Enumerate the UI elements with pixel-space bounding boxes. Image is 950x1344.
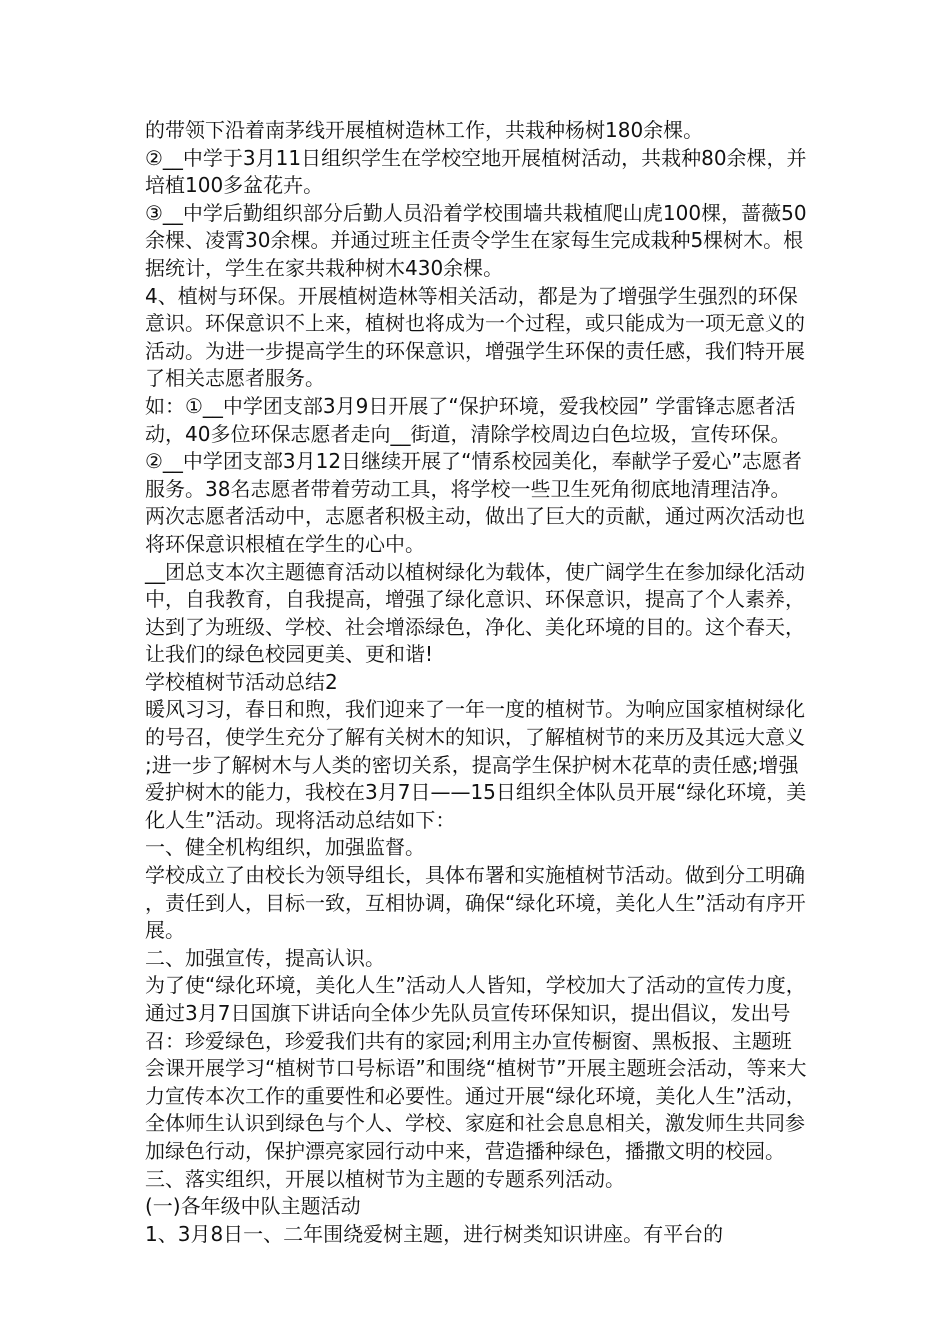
paragraph-16: 1、3月8日一、二年围绕爱树主题，进行树类知识讲座。有平台的 bbox=[145, 1221, 724, 1246]
subheading-1: 一、健全机构组织，加强监督。 bbox=[145, 835, 425, 860]
paragraph-6: ②__中学团支部3月12日继续开展了“情系校园美化，奉献学子爱心”志愿者服务。38名志愿者带着劳动工具，将学校一些卫生死角彻底地清理洁净。两次志愿者活动中，志愿者积极主动，做出了巨大的贡献，通过两次活动也将环保意识根植在学生的心中。 bbox=[145, 449, 805, 556]
paragraph-4: 4、植树与环保。开展植树造林等相关活动，都是为了增强学生强烈的环保意识。环保意识不上来，植树也将成为一个过程，或只能成为一项无意义的活动。为进一步提高学生的环保意识，增强学生环保的责任感，我们特开展了相关志愿者服务。 bbox=[145, 283, 805, 391]
section-heading-2: 学校植树节活动总结2 bbox=[145, 669, 338, 694]
paragraph-13: 为了使“绿化环境，美化人生”活动人人皆知，学校加大了活动的宣传力度，通过3月7日国旗下讲话向全体少先队员宣传环保知识，提出倡议，发出号召：珍爱绿色，珍爱我们共有的家园;利用主办宣传橱窗、黑板报、主题班会课开展学习“植树节口号标语”和围绕“植树节”开展主题班会活动，等来大力宣传本次工作的重要性和必要性。通过开展“绿化环境，美化人生”活动，全体师生认识到绿色与个人、学校、家庭和社会息息相关，激发师生共同参加绿色行动，保护漂亮家园行动中来，营造播种绿色，播撒文明的校园。 bbox=[145, 973, 807, 1163]
subheading-3a: (一)各年级中队主题活动 bbox=[145, 1194, 361, 1219]
subheading-3: 三、落实组织，开展以植树节为主题的专题系列活动。 bbox=[145, 1166, 625, 1191]
paragraph-3: ③__中学后勤组织部分后勤人员沿着学校围墙共栽植爬山虎100棵，蔷薇50余棵、凌霄30余棵。并通过班主任责令学生在家每生完成栽种5棵树木。根据统计，学生在家共栽种树木430余棵。 bbox=[145, 200, 807, 280]
document-body bbox=[145, 117, 810, 1248]
paragraph-2: ②__中学于3月11日组织学生在学校空地开展植树活动，共栽种80余棵，并培植100多盆花卉。 bbox=[145, 145, 807, 198]
paragraph-5: 如：①__中学团支部3月9日开展了“保护环境，爱我校园” 学雷锋志愿者活动，40多位环保志愿者走向__街道，清除学校周边白色垃圾，宣传环保。 bbox=[145, 393, 796, 446]
paragraph-1: 的带领下沿着南茅线开展植树造林工作，共栽种杨树180余棵。 bbox=[145, 118, 704, 142]
paragraph-7: __团总支本次主题德育活动以植树绿化为载体，使广阔学生在参加绿化活动中，自我教育，自我提高，增强了绿化意识、环保意识，提高了个人素养，达到了为班级、学校、社会增添绿色，净化、美化环境的目的。这个春天，让我们的绿色校园更美、更和谐! bbox=[145, 559, 805, 667]
paragraph-9: 暖风习习，春日和煦，我们迎来了一年一度的植树节。为响应国家植树绿化的号召，使学生充分了解有关树木的知识，了解植树节的来历及其远大意义;进一步了解树木与人类的密切关系，提高学生保护树木花草的责任感;增强爱护树木的能力，我校在3月7日——15日组织全体队员开展“绿化环境，美化人生”活动。现将活动总结如下： bbox=[145, 697, 807, 832]
subheading-2: 二、加强宣传，提高认识。 bbox=[145, 945, 385, 970]
paragraph-11: 学校成立了由校长为领导组长，具体布署和实施植树节活动。做到分工明确，责任到人，目标一致，互相协调，确保“绿化环境，美化人生”活动有序开展。 bbox=[145, 863, 806, 943]
